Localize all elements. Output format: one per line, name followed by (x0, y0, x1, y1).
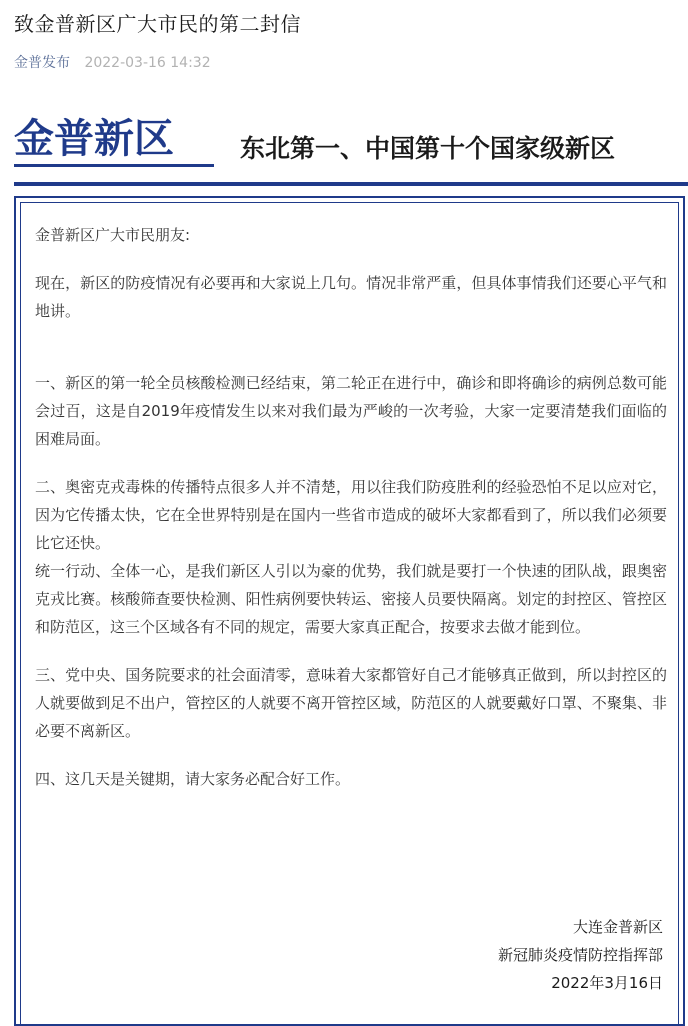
paragraph-one: 一、新区的第一轮全员核酸检测已经结束，第二轮正在进行中，确诊和即将确诊的病例总数可能会过百，这是自2019年疫情发生以来对我们最为严峻的一次考验，大家一定要清楚我们面临的困难局面。 (35, 374, 667, 448)
paragraph-four: 四、这几天是关键期，请大家务必配合好工作。 (35, 770, 351, 788)
signature-dept: 新冠肺炎疫情防控指挥部 (497, 946, 663, 964)
article-meta (14, 52, 211, 72)
publish-datetime: 2022-03-16 14:32 (84, 55, 211, 71)
letterhead-logo-text: 金普新区 (14, 115, 174, 162)
greeting: 金普新区广大市民朋友: (35, 226, 191, 244)
letter-frame (14, 196, 685, 1026)
article-title: 致金普新区广大市民的第二封信 (14, 12, 301, 36)
paragraph-three: 三、党中央、国务院要求的社会面清零，意味着大家都管好自己才能够真正做到，所以封控区的人就要做到足不出户，管控区的人就要不离开管控区域，防范区的人就要戴好口罩、不聚集、非必要不离新区。 (35, 666, 667, 740)
paragraph-intro: 现在，新区的防疫情况有必要再和大家说上几句。情况非常严重，但具体事情我们还要心平气和地讲。 (35, 274, 667, 320)
account-name-link[interactable]: 金普发布 (14, 55, 70, 71)
letterhead-svg (14, 108, 688, 188)
letterhead-slogan: 东北第一、中国第十个国家级新区 (240, 134, 616, 163)
signature-org: 大连金普新区 (572, 918, 663, 936)
signature-date: 2022年3月16日 (551, 974, 663, 992)
logo-underline (14, 164, 214, 167)
paragraph-two: 二、奥密克戎毒株的传播特点很多人并不清楚，用以往我们防疫胜利的经验恐怕不足以应对它，因为它传播太快，它在全世界特别是在国内一些省市造成的破坏大家都看到了，所以我们必须要比它还快。 (35, 478, 667, 552)
letterhead-banner (14, 108, 688, 188)
paragraph-two-cont: 统一行动、全体一心，是我们新区人引以为豪的优势，我们就是要打一个快速的团队战，跟奥密克戎比赛。核酸筛查要快检测、阳性病例要快转运、密接人员要快隔离。划定的封控区、管控区和防范区，这三个区域各有不同的规定，需要大家真正配合，按要求去做才能到位。 (35, 562, 667, 636)
banner-rule (14, 182, 688, 186)
letter-body (35, 221, 667, 793)
